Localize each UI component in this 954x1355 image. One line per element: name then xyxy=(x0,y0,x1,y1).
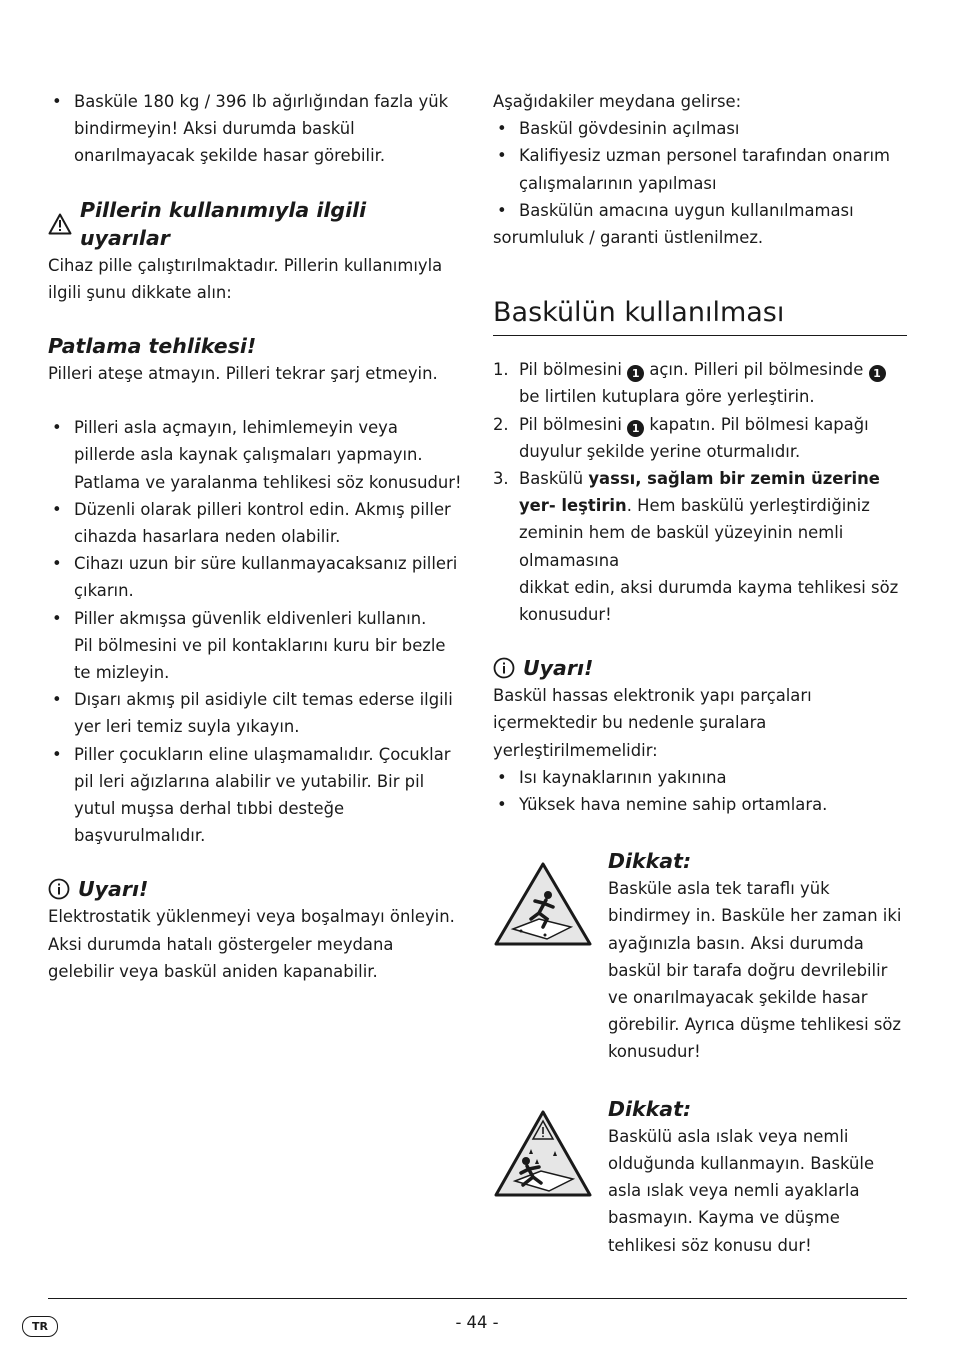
info-circle-icon xyxy=(48,878,70,900)
explosion-heading: Patlama tehlikesi! xyxy=(48,334,257,359)
caution-text-block xyxy=(608,845,907,1065)
warning-text-left: Elektrostatik yüklenmeyi veya boşalmayı önleyin. Aksi durumda hatalı göstergeler meydana gelebilir veya baskül aniden kapanabilir. xyxy=(48,907,455,981)
list-item: • Düzenli olarak pilleri kontrol edin. Akmış piller cihazda hasarlara neden olabilir. xyxy=(48,496,462,550)
battery-heading: Pillerin kullanımıyla ilgili uyarılar xyxy=(48,196,462,252)
warning-heading-right: Uyarı! xyxy=(493,654,907,682)
usage-steps xyxy=(493,356,907,628)
warning-triangle-icon xyxy=(48,213,72,235)
list-item: • Piller akmışsa güvenlik eldivenleri kullanın. Pil bölmesini ve pil kontaklarını kuru bir bezle te mizleyin. xyxy=(48,605,462,687)
explosion-text: Pilleri ateşe atmayın. Pilleri tekrar şarj etmeyin. xyxy=(48,364,438,384)
left-column xyxy=(48,88,462,985)
list-item: • Pilleri asla açmayın, lehimlemeyin veya pillerde asla kaynak çalışmaları yapmayın. Patlama ve yaralanma tehlikesi söz konusudur! xyxy=(48,414,462,496)
list-item: • Kalifiyesiz uzman personel tarafından onarım çalışmalarının yapılması xyxy=(493,142,907,196)
step-item: 3. Baskülü yassı, sağlam bir zemin üzerine yer- leştirin. Hem baskülü yerleştirdiğiniz zeminin hem de baskül yüzeyinin nemli olmamasına dikkat edin, aksi durumda kayma tehlikesi söz konusudur! xyxy=(493,469,899,625)
liability-intro: Aşağıdakiler meydana gelirse: xyxy=(493,92,742,111)
list-item: • Cihazı uzun bir süre kullanmayacaksanız pilleri çıkarın. xyxy=(48,550,462,604)
footer-divider xyxy=(48,1298,907,1299)
caution-text: Baskülü asla ıslak veya nemli olduğunda kullanmayın. Basküle asla ıslak veya nemli ayaklarla basmayın. Kayma ve düşme tehlikesi söz konusu dur! xyxy=(608,1126,875,1255)
caution-heading: Dikkat: xyxy=(608,1096,692,1121)
intro-list xyxy=(48,88,462,170)
caution-text-block xyxy=(608,1093,907,1259)
language-badge: TR xyxy=(22,1316,58,1337)
step-item: 1. Pil bölmesini 1 açın. Pilleri pil bölmesinde 1 be lirtilen kutuplara göre yerleştirin. xyxy=(493,356,907,410)
list-item: • Basküle 180 kg / 396 lb ağırlığından fazla yük bindirmeyin! Aksi durumda baskül onarılmayacak şekilde hasar görebilir. xyxy=(48,88,462,170)
warning-heading-left: Uyarı! xyxy=(48,875,462,903)
warning-text-right: Baskül hassas elektronik yapı parçaları içermektedir bu nedenle şuralara yerleştirilmemelidir: xyxy=(493,686,812,760)
page-number: - 44 - xyxy=(455,1313,499,1332)
caution-block-fall xyxy=(493,845,907,1065)
liability-outro: sorumluluk / garanti üstlenilmez. xyxy=(493,228,764,248)
list-item: • Baskülün amacına uygun kullanılmaması xyxy=(493,197,907,224)
list-item: • Yüksek hava nemine sahip ortamlara. xyxy=(493,791,907,818)
battery-compartment-marker: 1 xyxy=(627,365,644,382)
liability-list xyxy=(493,115,907,224)
info-circle-icon xyxy=(493,657,515,679)
caution-text: Basküle asla tek taraflı yük bindirmey in. Basküle her zaman iki ayağınızla basın. Aksi durumda baskül bir tarafa doğru devrilebilir ve onarılmayacak şekilde hasar görebilir. Ayrıca düşme tehlikesi söz konusudur! xyxy=(608,879,902,1062)
list-item: • Baskül gövdesinin açılması xyxy=(493,115,907,142)
fall-hazard-icon xyxy=(493,845,608,1065)
list-item: • Piller çocukların eline ulaşmamalıdır. Çocuklar pil leri ağızlarına alabilir ve yutabilir. Bir pil yutul muşsa derhal tıbbi desteğe başvurulmalıdır. xyxy=(48,741,462,850)
step-item: 2. Pil bölmesini 1 kapatın. Pil bölmesi kapağı duyulur şekilde yerine oturmalıdır. xyxy=(493,414,869,461)
right-column xyxy=(493,88,907,1259)
list-item: • Dışarı akmış pil asidiyle cilt temas ederse ilgili yer leri temiz suyla yıkayın. xyxy=(48,686,462,740)
slip-hazard-icon xyxy=(493,1093,608,1259)
list-item: • Isı kaynaklarının yakınına xyxy=(493,764,907,791)
battery-compartment-marker: 1 xyxy=(869,365,886,382)
battery-compartment-marker: 1 xyxy=(627,420,644,437)
placement-list xyxy=(493,764,907,818)
battery-intro: Cihaz pille çalıştırılmaktadır. Pillerin kullanımıyla ilgili şunu dikkate alın: xyxy=(48,255,443,302)
caution-block-slip xyxy=(493,1093,907,1259)
caution-heading: Dikkat: xyxy=(608,849,692,874)
section-title: Baskülün kullanılması xyxy=(493,294,907,336)
battery-safety-list xyxy=(48,414,462,849)
